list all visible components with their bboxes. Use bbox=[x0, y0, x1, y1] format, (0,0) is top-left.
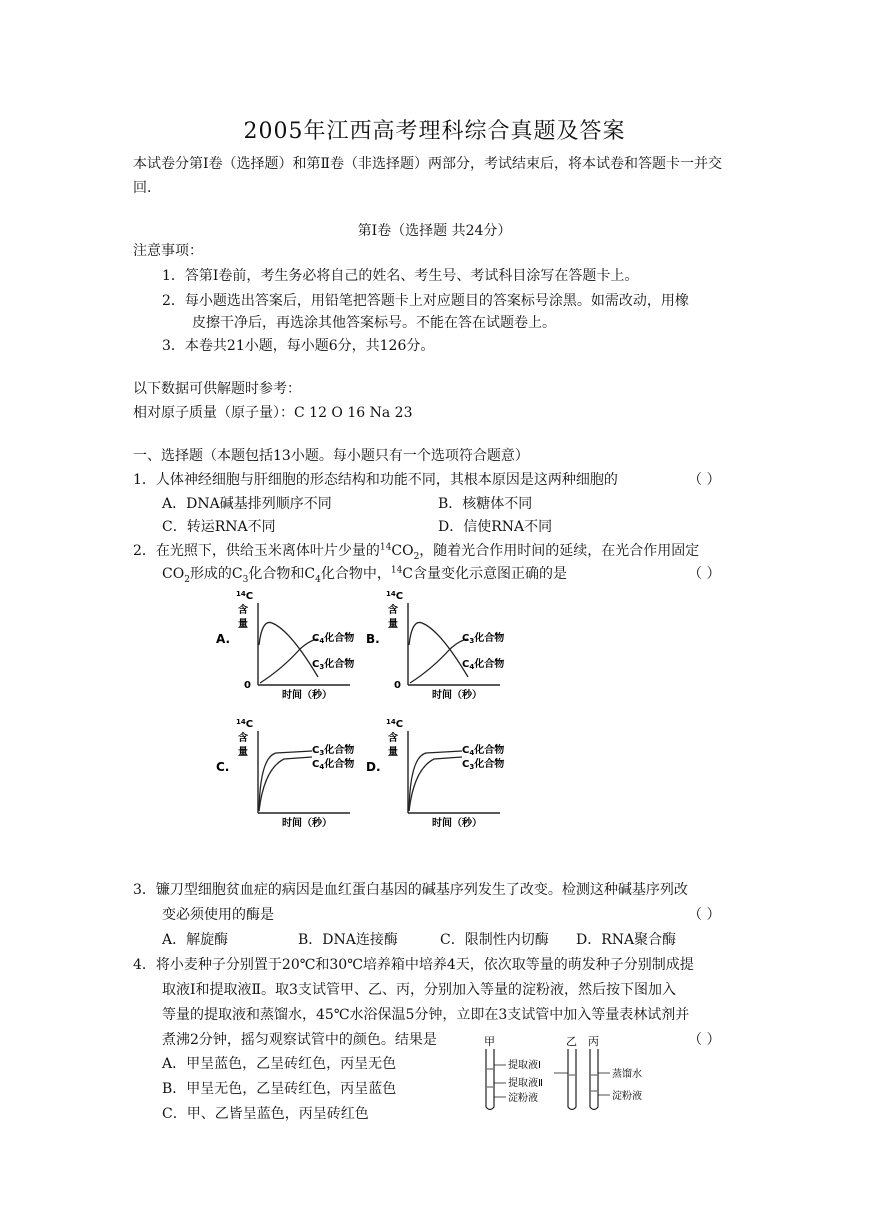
q2-text: 化合物中， bbox=[320, 566, 391, 582]
q2-text: 2．在光照下，供给玉米离体叶片少量的 bbox=[133, 543, 380, 559]
option-d: D．RNA聚合酶 bbox=[576, 932, 677, 948]
tube-bing bbox=[590, 1049, 598, 1110]
option-a: A．甲呈蓝色，乙呈砖红色，丙呈无色 bbox=[162, 1056, 397, 1072]
curve-label-bottom: $C_4$化合物 bbox=[312, 759, 355, 771]
origin-label: 0 bbox=[244, 680, 251, 691]
x-axis-label: 时间（秒） bbox=[432, 690, 482, 701]
notice-item: 1．答第Ⅰ卷前，考生务必将自己的姓名、考生号、考试科目涂写在答题卡上。 bbox=[162, 268, 639, 284]
panel-letter: C. bbox=[216, 760, 230, 774]
label-starch: 淀粉液 bbox=[508, 1093, 538, 1104]
y-axis-label-char: 含 bbox=[388, 605, 398, 616]
curve-label-bottom: $C_3$化合物 bbox=[462, 759, 505, 771]
question-2-stem-line2 bbox=[162, 563, 567, 585]
curve-label-top: $C_3$化合物 bbox=[312, 745, 355, 757]
subscript: 2 bbox=[184, 574, 190, 585]
curve-label-bottom: $C_4$化合物 bbox=[462, 659, 505, 671]
option-b: B．核糖体不同 bbox=[438, 496, 533, 512]
origin-label: 0 bbox=[394, 680, 401, 691]
part-header: 一、选择题（本题包括13小题。每小题只有一个选项符合题意） bbox=[133, 448, 529, 464]
question-3-stem-line2: 变必须使用的酶是 bbox=[162, 907, 274, 923]
curve-upper bbox=[409, 751, 462, 811]
reference-data: 相对原子质量（原子量）：C 12 O 16 Na 23 bbox=[133, 405, 413, 421]
answer-blank: （ ） bbox=[688, 907, 721, 923]
answer-blank: （ ） bbox=[688, 566, 721, 582]
tube-label-jia: 甲 bbox=[484, 1035, 495, 1048]
chart-panel-d bbox=[366, 718, 504, 829]
panel-letter: A. bbox=[216, 632, 231, 646]
y-axis-label-char: 量 bbox=[238, 747, 248, 758]
option-a: A．DNA碱基排列顺序不同 bbox=[162, 496, 332, 512]
y-axis-label: $^{14}$C bbox=[236, 718, 254, 730]
panel-letter: B. bbox=[366, 632, 380, 646]
chart-panel-b bbox=[366, 590, 504, 701]
curve-lower bbox=[409, 757, 462, 811]
option-a: A．解旋酶 bbox=[162, 932, 229, 948]
q2-text: 形成的C bbox=[189, 566, 243, 582]
q2-text: CO bbox=[391, 543, 414, 559]
option-b: B．DNA连接酶 bbox=[298, 932, 398, 948]
answer-blank: （ ） bbox=[688, 1032, 721, 1048]
isotope-sup: 14 bbox=[379, 542, 392, 553]
curve-label-top: $C_4$化合物 bbox=[312, 633, 355, 645]
q2-text: C含量变化示意图正确的是 bbox=[402, 566, 568, 582]
question-2-stem bbox=[133, 540, 699, 562]
x-axis-label: 时间（秒） bbox=[282, 818, 332, 829]
curve-decreasing bbox=[259, 622, 318, 677]
y-axis-label-char: 量 bbox=[238, 619, 248, 630]
y-axis-label-char: 含 bbox=[238, 733, 248, 744]
intro-text: 本试卷分第Ⅰ卷（选择题）和第Ⅱ卷（非选择题）两部分，考试结束后，将本试卷和答题卡一并交回. bbox=[133, 156, 723, 196]
question-4-stem-line3: 等量的提取液和蒸馏水，45℃水浴保温5分钟，立即在3支试管中加入等量表林试剂并 bbox=[162, 1007, 690, 1023]
tube-jia-outline bbox=[486, 1049, 494, 1110]
option-d: D．信使RNA不同 bbox=[438, 519, 553, 535]
notice-item: 皮擦干净后，再选涂其他答案标号。不能在答在试题卷上。 bbox=[192, 315, 556, 331]
label-extract-2: 提取液Ⅱ bbox=[508, 1078, 543, 1089]
carbon14-charts-figure bbox=[200, 585, 560, 835]
x-axis-label: 时间（秒） bbox=[432, 818, 482, 829]
panel-letter: D. bbox=[366, 760, 381, 774]
option-c: C．甲、乙皆呈蓝色，丙呈砖红色 bbox=[162, 1106, 369, 1122]
curve-label-top: $C_4$化合物 bbox=[462, 745, 505, 757]
y-axis-label: $^{14}$C bbox=[386, 590, 404, 602]
tube-label-yi: 乙 bbox=[566, 1035, 577, 1048]
notice-item: 2．每小题选出答案后，用铅笔把答题卡上对应题目的答案标号涂黑。如需改动，用橡 bbox=[162, 293, 689, 309]
q2-text: ，随着光合作用时间的延续，在光合作用固定 bbox=[419, 543, 700, 559]
label-water: 蒸馏水 bbox=[612, 1069, 642, 1080]
question-4-stem: 4．将小麦种子分别置于20℃和30℃培养箱中培养4天，依次取等量的萌发种子分别制成提 bbox=[133, 957, 694, 973]
label-extract-1: 提取液Ⅰ bbox=[508, 1060, 541, 1071]
x-axis-label: 时间（秒） bbox=[282, 690, 332, 701]
reference-label: 以下数据可供解题时参考： bbox=[133, 381, 301, 397]
isotope-sup: 14 bbox=[390, 565, 403, 576]
q2-text: 化合物和C bbox=[248, 566, 316, 582]
subscript: 3 bbox=[242, 574, 249, 585]
y-axis-label-char: 量 bbox=[388, 747, 398, 758]
y-axis-label-char: 量 bbox=[388, 619, 398, 630]
curve-lower bbox=[259, 757, 312, 811]
option-c: C．限制性内切酶 bbox=[440, 932, 549, 948]
test-tube-figure bbox=[478, 1035, 648, 1115]
notice-item: 3．本卷共21小题，每小题6分，共126分。 bbox=[162, 338, 435, 354]
y-axis-label-char: 含 bbox=[388, 733, 398, 744]
tube-jia bbox=[486, 1049, 494, 1110]
y-axis-label-char: 含 bbox=[238, 605, 248, 616]
tube-yi bbox=[568, 1049, 576, 1110]
q2-text: CO bbox=[162, 566, 185, 582]
label-starch-2: 淀粉液 bbox=[612, 1091, 642, 1102]
tube-bing-outline bbox=[590, 1049, 598, 1110]
answer-blank: （ ） bbox=[688, 472, 721, 488]
curve-increasing bbox=[410, 639, 468, 683]
tube-yi-outline bbox=[568, 1049, 576, 1110]
y-axis-label: $^{14}$C bbox=[236, 590, 254, 602]
question-4-stem-line4: 煮沸2分钟，摇匀观察试管中的颜色。结果是 bbox=[162, 1032, 437, 1048]
page-title: 2005年江西高考理科综合真题及答案 bbox=[243, 119, 626, 144]
curve-label-top: $C_3$化合物 bbox=[462, 633, 505, 645]
tube-label-bing: 丙 bbox=[588, 1035, 599, 1048]
question-4-stem-line2: 取液Ⅰ和提取液Ⅱ。取3支试管甲、乙、丙，分别加入等量的淀粉液，然后按下图加入 bbox=[162, 982, 676, 998]
subscript: 2 bbox=[413, 551, 420, 562]
section-title: 第Ⅰ卷（选择题 共24分） bbox=[357, 223, 512, 239]
y-axis-label: $^{14}$C bbox=[386, 718, 404, 730]
notice-label: 注意事项： bbox=[133, 243, 203, 259]
chart-panel-c bbox=[216, 718, 354, 829]
question-3-stem: 3．镰刀型细胞贫血症的病因是血红蛋白基因的碱基序列发生了改变。检测这种碱基序列改 bbox=[133, 882, 688, 898]
curve-upper bbox=[259, 751, 312, 811]
subscript: 4 bbox=[315, 574, 321, 585]
curve-increasing bbox=[260, 639, 318, 683]
chart-panel-a bbox=[216, 590, 354, 701]
option-c: C．转运RNA不同 bbox=[162, 519, 276, 535]
question-1-stem: 1．人体神经细胞与肝细胞的形态结构和功能不同，其根本原因是这两种细胞的 bbox=[133, 472, 618, 488]
curve-decreasing bbox=[409, 622, 468, 677]
curve-label-bottom: $C_3$化合物 bbox=[312, 659, 355, 671]
option-b: B．甲呈无色，乙呈砖红色，丙呈蓝色 bbox=[162, 1081, 397, 1097]
